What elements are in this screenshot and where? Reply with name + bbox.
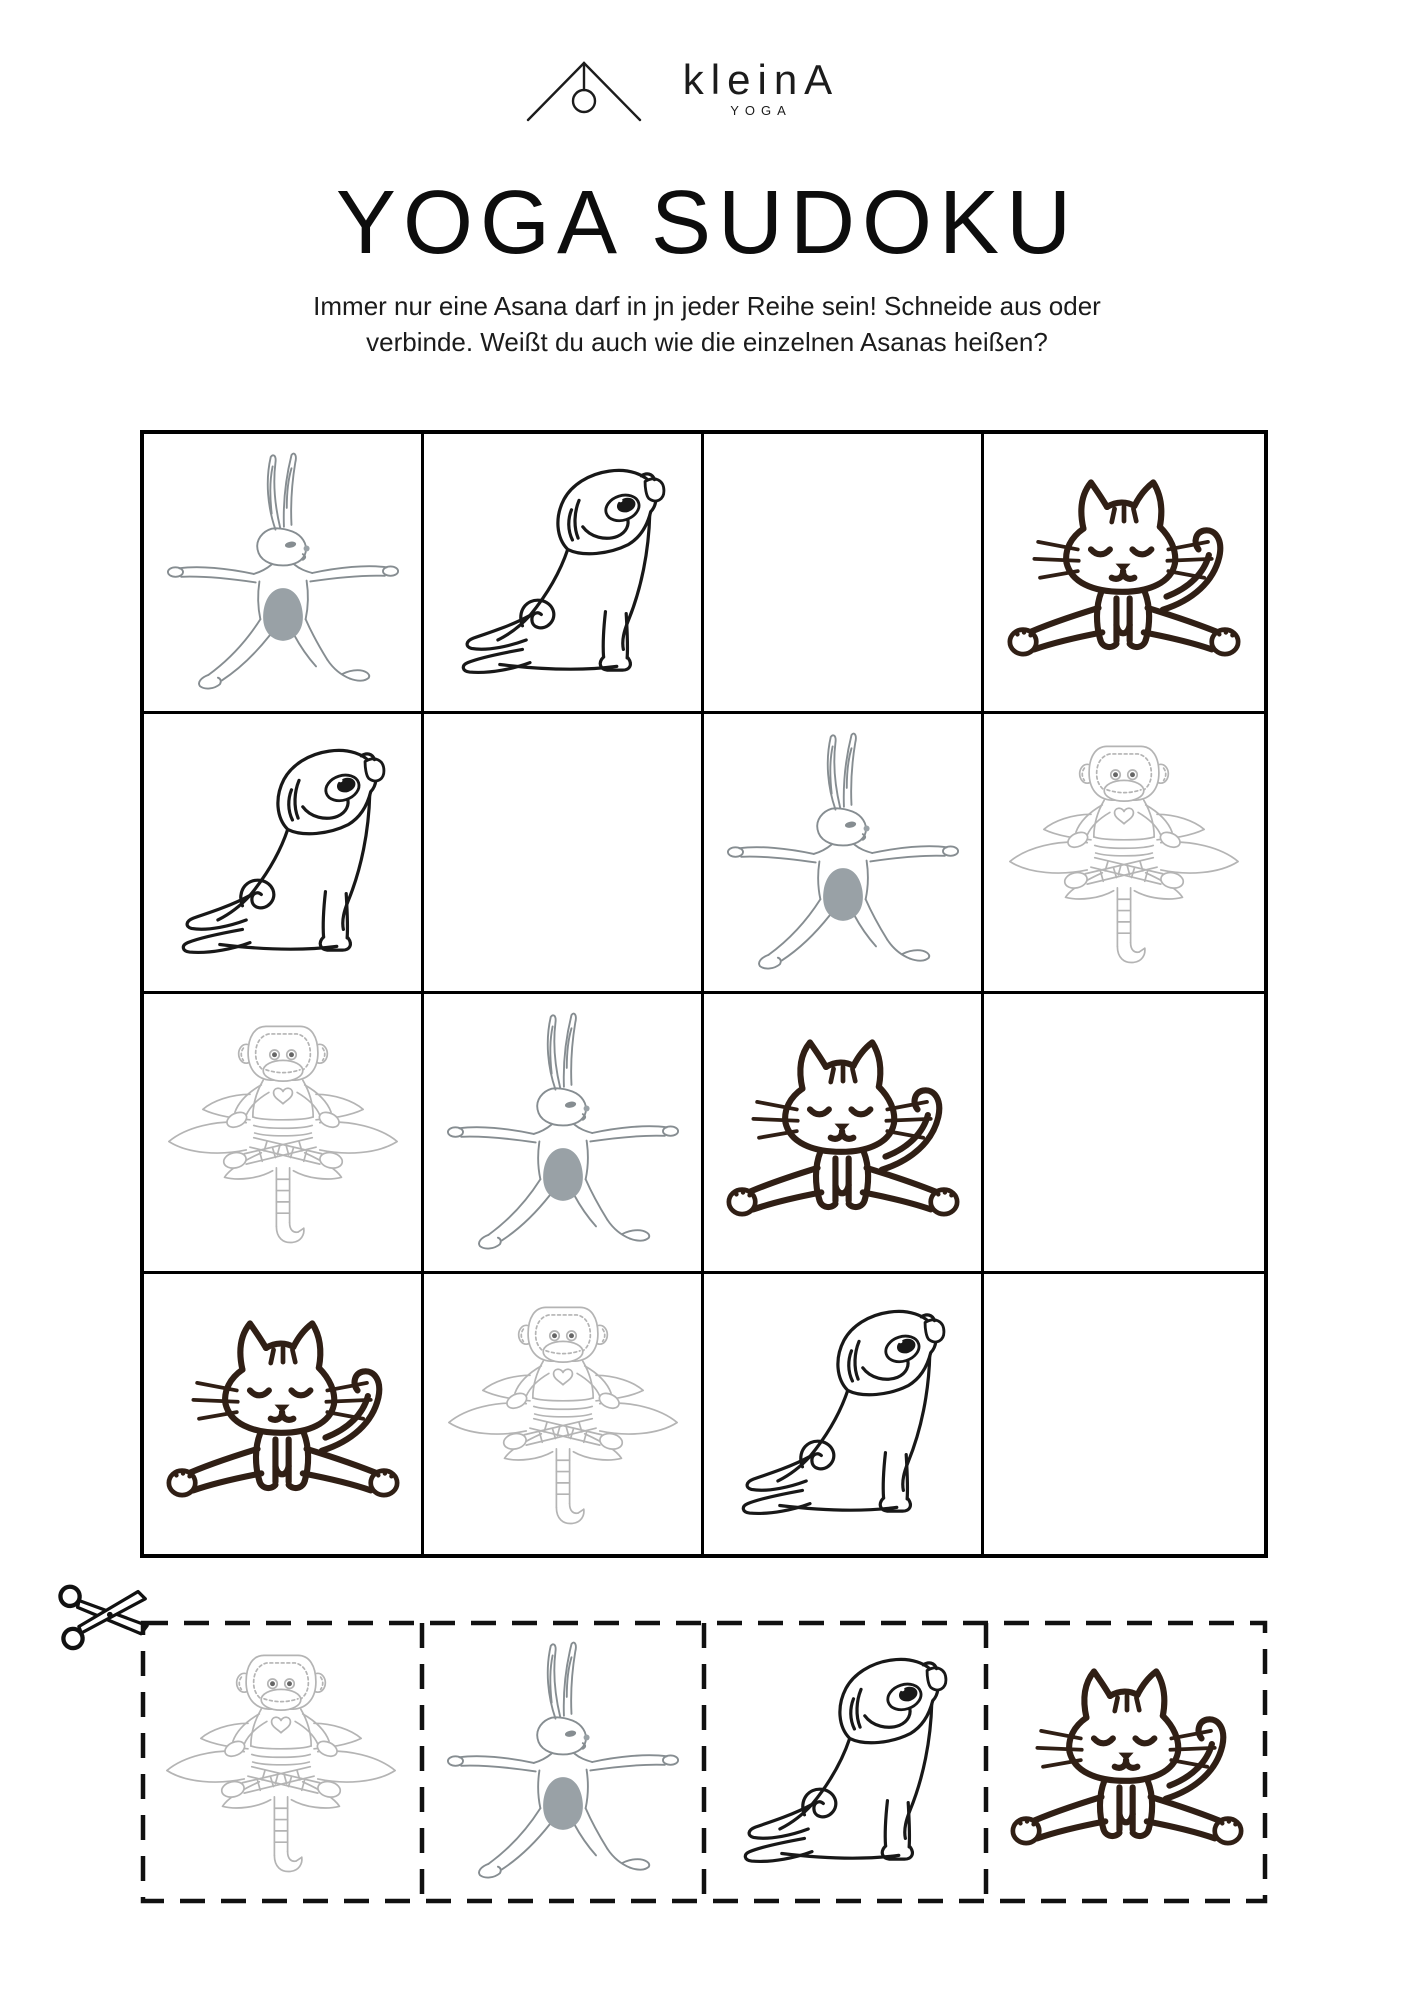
pug-upward-dog-pose-illustration	[150, 720, 416, 986]
sudoku-grid	[140, 430, 1268, 1558]
grid-cell-monkey	[424, 1274, 704, 1554]
grid-cell-pug	[424, 434, 704, 714]
pendulum-roof-icon	[522, 56, 646, 124]
grid-cell-pug	[144, 714, 424, 994]
grid-cell-cat	[144, 1274, 424, 1554]
cutout-piece-pug	[704, 1620, 986, 1904]
page-title: YOGA SUDOKU	[335, 173, 1079, 273]
cutout-strip	[140, 1620, 1268, 1904]
rabbit-warrior-pose-illustration	[710, 720, 976, 986]
grid-cell-cat	[984, 434, 1264, 714]
pug-upward-dog-pose-illustration	[430, 440, 696, 706]
instructions-line-1: Immer nur eine Asana darf in jn jeder Reihe sein! Schneide aus oder	[313, 291, 1101, 321]
cat-straddle-split-pose-illustration	[994, 1629, 1260, 1895]
monkey-lotus-pose-illustration	[148, 1629, 414, 1895]
cutout-piece-cat	[986, 1620, 1268, 1904]
grid-cell-empty	[984, 994, 1264, 1274]
cat-straddle-split-pose-illustration	[150, 1281, 416, 1547]
grid-cell-empty	[704, 434, 984, 714]
cutout-piece-monkey	[140, 1620, 422, 1904]
grid-cell-empty	[984, 1274, 1264, 1554]
monkey-lotus-pose-illustration	[150, 1000, 416, 1266]
brand-name: kleinA	[682, 56, 840, 103]
grid-cell-pug	[704, 1274, 984, 1554]
grid-cell-empty	[424, 714, 704, 994]
rabbit-warrior-pose-illustration	[430, 1000, 696, 1266]
grid-cell-monkey	[984, 714, 1264, 994]
cutout-slots	[140, 1620, 1268, 1904]
cat-straddle-split-pose-illustration	[991, 440, 1257, 706]
rabbit-warrior-pose-illustration	[150, 440, 416, 706]
pug-upward-dog-pose-illustration	[712, 1629, 978, 1895]
cat-straddle-split-pose-illustration	[710, 1000, 976, 1266]
cutout-piece-rabbit	[422, 1620, 704, 1904]
monkey-lotus-pose-illustration	[430, 1281, 696, 1547]
grid-cell-rabbit	[144, 434, 424, 714]
rabbit-warrior-pose-illustration	[430, 1629, 696, 1895]
monkey-lotus-pose-illustration	[991, 720, 1257, 986]
grid-cell-cat	[704, 994, 984, 1274]
instructions-text	[0, 288, 1414, 360]
pug-upward-dog-pose-illustration	[710, 1281, 976, 1547]
grid-cell-rabbit	[704, 714, 984, 994]
instructions-line-2: verbinde. Weißt du auch wie die einzelnen Asanas heißen?	[366, 327, 1048, 357]
grid-cell-monkey	[144, 994, 424, 1274]
grid-cell-rabbit	[424, 994, 704, 1274]
brand-subtitle: YOGA	[730, 103, 792, 118]
